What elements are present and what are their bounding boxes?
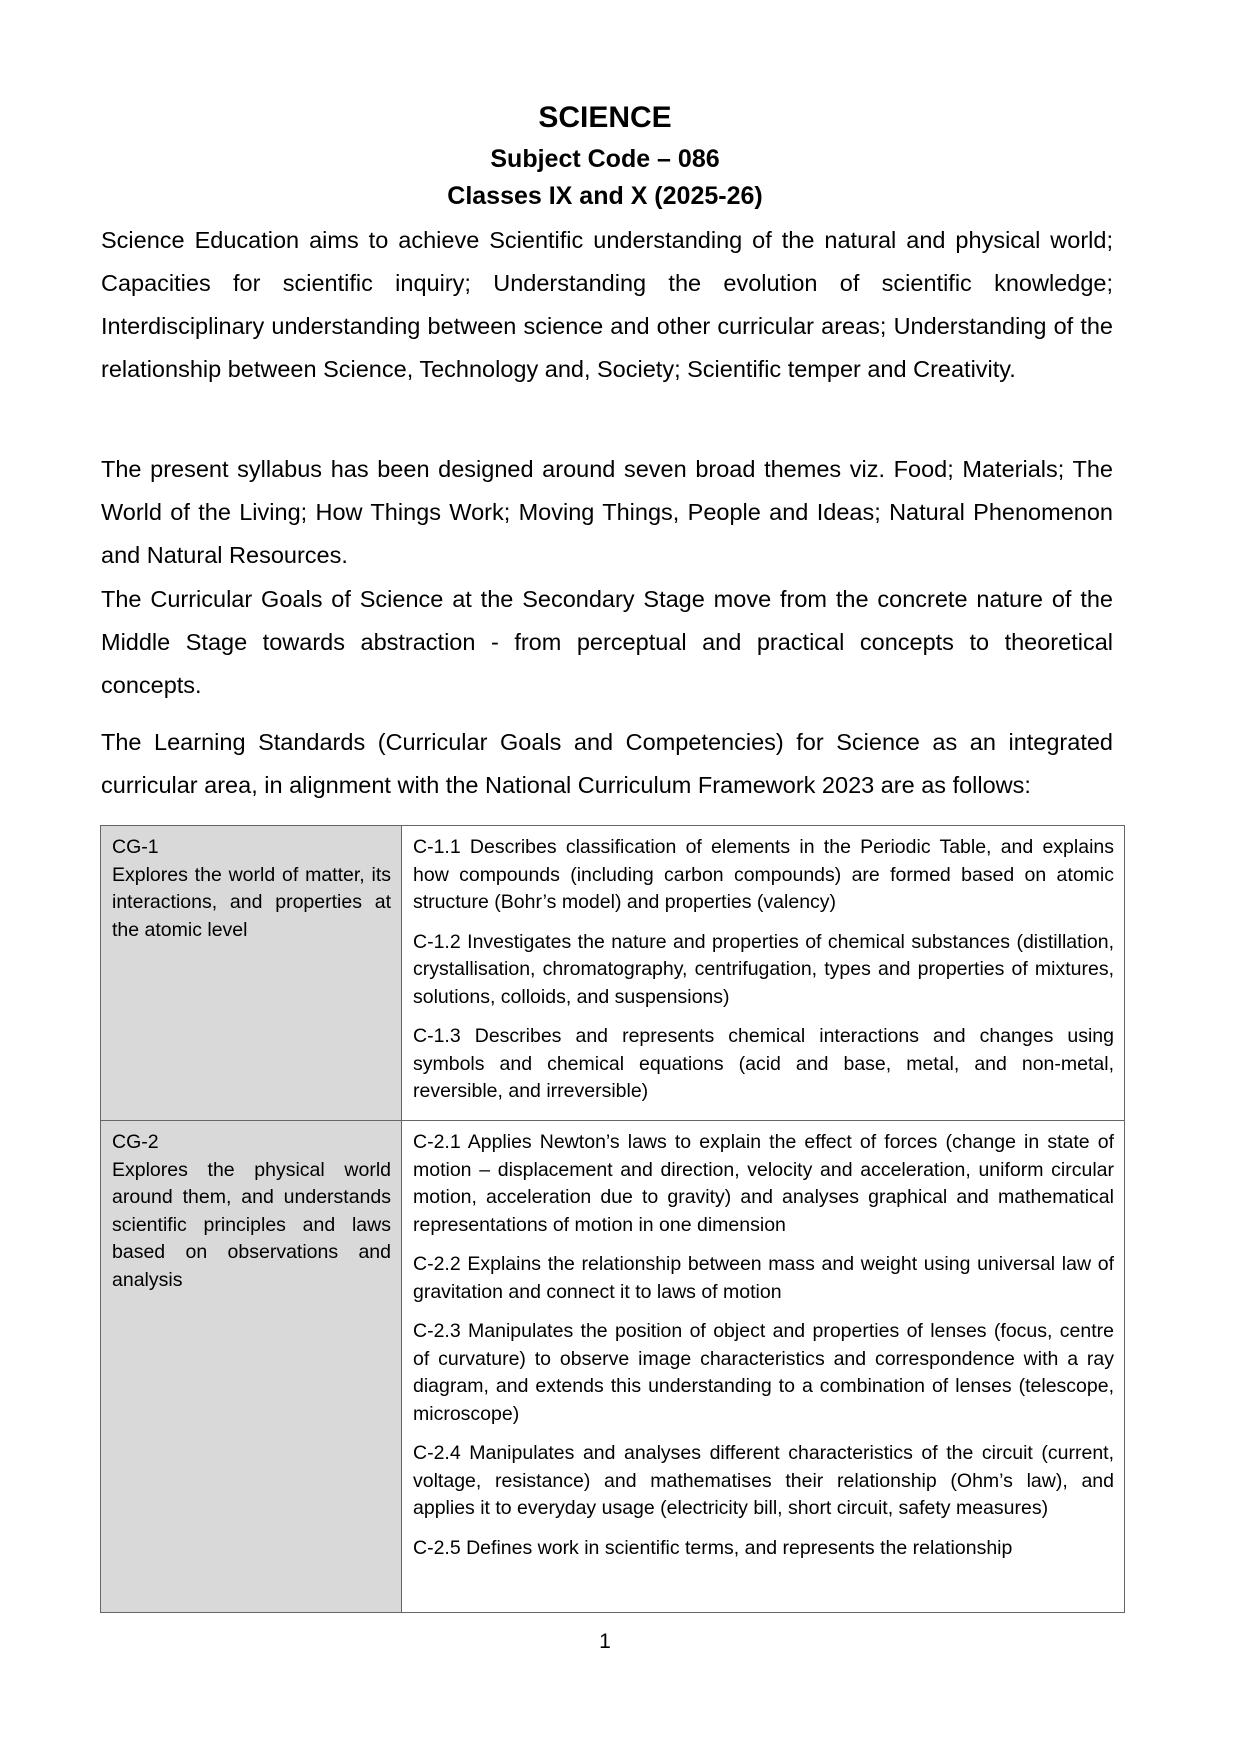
competency-item: C-2.2 Explains the relationship between mass and weight using universal law of gravitation and connect it to laws of motion bbox=[413, 1253, 1114, 1303]
curricular-goal-cell bbox=[101, 826, 402, 1121]
intro-paragraph: Science Education aims to achieve Scientific understanding of the natural and physical world; Capacities for scientific inquiry; Understanding the evolution of scientific knowledge; Interdisciplinary understanding between science and other curricular areas; Understanding of the relationship between Science, Technology and, Society; Scientific temper and Creativity. bbox=[101, 227, 1113, 382]
curricular-goal-cell bbox=[101, 1121, 402, 1613]
table-row bbox=[101, 1121, 1125, 1613]
goal-description: Explores the world of matter, its interactions, and properties at the atomic level bbox=[112, 863, 391, 941]
themes-paragraph: The present syllabus has been designed around seven broad themes viz. Food; Materials; The World of the Living; How Things Work; Moving Things, People and Ideas; Natural Phenomenon and Natural Resources. bbox=[101, 456, 1113, 568]
learning-standards-table bbox=[100, 825, 1125, 1613]
classes-heading: Classes IX and X (2025-26) bbox=[447, 182, 763, 210]
goal-code: CG-2 bbox=[112, 1131, 159, 1153]
competency-item: C-2.3 Manipulates the position of object and properties of lenses (focus, centre of curvature) to observe image characteristics and correspondence with a ray diagram, and extends this understanding to a combination of lenses (telescope, microscope) bbox=[413, 1320, 1114, 1425]
competency-item: C-2.1 Applies Newton’s laws to explain the effect of forces (change in state of motion – displacement and direction, velocity and acceleration, uniform circular motion, acceleration due to gravity) and analyses graphical and mathematical representations of motion in one dimension bbox=[413, 1131, 1114, 1236]
document-title: SCIENCE bbox=[538, 101, 672, 134]
goal-description: Explores the physical world around them, and understands scientific principles and laws based on observations and analysis bbox=[112, 1158, 391, 1291]
goal-code: CG-1 bbox=[112, 836, 159, 858]
table-row bbox=[101, 826, 1125, 1121]
competency-item: C-1.1 Describes classification of elements in the Periodic Table, and explains how compounds (including carbon compounds) are formed based on atomic structure (Bohr’s model) and properties (valency) bbox=[413, 836, 1114, 913]
competencies-cell bbox=[402, 826, 1125, 1121]
curricular-goals-paragraph: The Curricular Goals of Science at the Secondary Stage move from the concrete nature of the Middle Stage towards abstraction - from perceptual and practical concepts to theoretical concepts. bbox=[101, 586, 1113, 698]
page-number: 1 bbox=[599, 1630, 611, 1653]
learning-standards-paragraph: The Learning Standards (Curricular Goals and Competencies) for Science as an integrated curricular area, in alignment with the National Curriculum Framework 2023 are as follows: bbox=[101, 729, 1113, 798]
competency-item: C-2.4 Manipulates and analyses different characteristics of the circuit (current, voltage, resistance) and mathematises their relationship (Ohm’s law), and applies it to everyday usage (electricity bill, short circuit, safety measures) bbox=[413, 1442, 1114, 1519]
competency-item: C-2.5 Defines work in scientific terms, and represents the relationship bbox=[413, 1536, 1013, 1559]
competency-item: C-1.3 Describes and represents chemical interactions and changes using symbols and chemical equations (acid and base, metal, and non-metal, reversible, and irreversible) bbox=[413, 1025, 1114, 1102]
competencies-cell bbox=[402, 1121, 1125, 1613]
competency-item: C-1.2 Investigates the nature and properties of chemical substances (distillation, crystallisation, chromatography, centrifugation, types and properties of mixtures, solutions, colloids, and suspensions) bbox=[413, 930, 1114, 1008]
subject-code: Subject Code – 086 bbox=[490, 145, 720, 173]
